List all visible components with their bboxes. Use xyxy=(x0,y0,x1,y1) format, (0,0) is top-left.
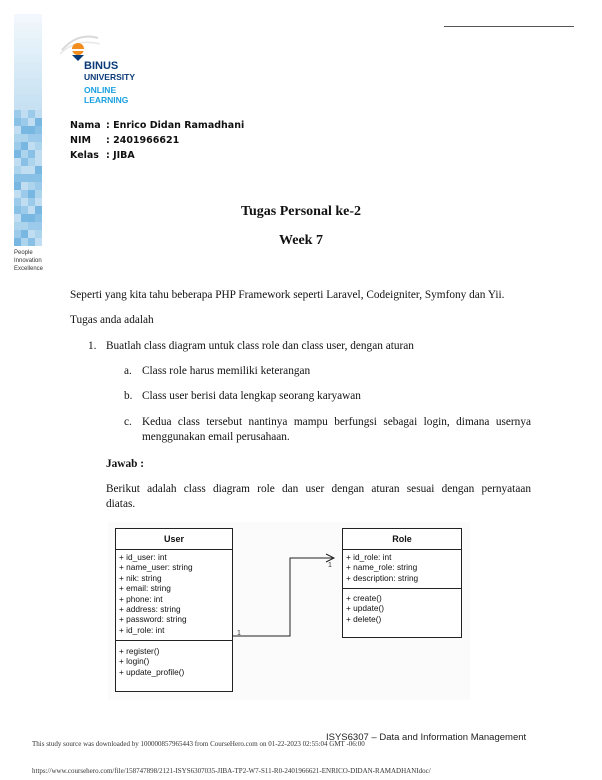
user-method: + update_profile() xyxy=(119,666,185,677)
strip-cell xyxy=(21,222,28,230)
binus-logo xyxy=(58,30,148,110)
class-user-name: User xyxy=(116,529,232,550)
strip-cell xyxy=(28,46,35,54)
rule-letter: a. xyxy=(124,365,132,377)
tagline-excellence: Excellence xyxy=(14,266,44,272)
strip-cell xyxy=(21,94,28,102)
user-attribute: + address: string xyxy=(119,604,181,615)
strip-cell xyxy=(14,182,21,190)
strip-cell xyxy=(14,174,21,182)
strip-cell xyxy=(14,86,21,94)
answer-label: Jawab : xyxy=(106,458,144,470)
strip-cell xyxy=(14,190,21,198)
strip-cell xyxy=(35,30,42,38)
strip-cell xyxy=(14,158,21,166)
strip-cell xyxy=(35,14,42,22)
task-number: 1. xyxy=(88,340,97,352)
info-label: Nama xyxy=(70,120,101,131)
strip-cell xyxy=(35,166,42,174)
source-url-link[interactable]: https://www.coursehero.com/file/158747898/2121-ISYS6307035-JIBA-TP2-W7-S11-R0-2401966621-ENRICO-DIDAN-RAMADHANIdoc/ xyxy=(32,767,431,775)
strip-cell xyxy=(21,158,28,166)
task-label: Tugas anda adalah xyxy=(70,314,154,326)
strip-cell xyxy=(21,14,28,22)
strip-cell xyxy=(28,30,35,38)
user-attribute: + password: string xyxy=(119,614,187,625)
rule-text-line1: Kedua class tersebut nantinya mampu berfungsi sebagai login, dimana usernya xyxy=(142,416,531,428)
role-method: + delete() xyxy=(346,613,382,624)
user-attribute: + email: string xyxy=(119,583,171,594)
strip-cell xyxy=(28,142,35,150)
class-role-attributes xyxy=(343,550,461,589)
strip-cell xyxy=(14,22,21,30)
strip-cell xyxy=(28,182,35,190)
tagline-innovation: Innovation xyxy=(14,258,42,264)
info-value: : JIBA xyxy=(106,150,135,161)
logo-university: UNIVERSITY xyxy=(84,72,136,82)
strip-cell xyxy=(28,174,35,182)
multiplicity-role: 1 xyxy=(328,562,332,569)
strip-cell xyxy=(35,86,42,94)
tagline-people: People xyxy=(14,250,33,256)
strip-cell xyxy=(35,78,42,86)
strip-cell xyxy=(35,134,42,142)
class-role-name: Role xyxy=(343,529,461,550)
user-attribute: + name_user: string xyxy=(119,562,193,573)
strip-cell xyxy=(35,182,42,190)
strip-cell xyxy=(35,190,42,198)
strip-cell xyxy=(28,166,35,174)
role-attribute: + name_role: string xyxy=(346,562,418,573)
strip-cell xyxy=(28,126,35,134)
strip-cell xyxy=(14,118,21,126)
strip-cell xyxy=(14,126,21,134)
strip-cell xyxy=(28,222,35,230)
strip-cell xyxy=(35,94,42,102)
strip-cell xyxy=(21,54,28,62)
strip-cell xyxy=(14,46,21,54)
strip-cell xyxy=(21,174,28,182)
class-role xyxy=(342,528,462,638)
strip-cell xyxy=(35,142,42,150)
strip-cell xyxy=(14,102,21,110)
rule-letter: c. xyxy=(124,416,132,428)
strip-cell xyxy=(28,54,35,62)
strip-cell xyxy=(14,14,21,22)
course-footer: ISYS6307 – Data and Information Management xyxy=(326,732,527,743)
logo-binus: BINUS xyxy=(84,60,119,72)
strip-cell xyxy=(21,142,28,150)
strip-cell xyxy=(21,150,28,158)
document-subtitle: Week 7 xyxy=(279,233,323,248)
strip-cell xyxy=(14,166,21,174)
multiplicity-user: 1 xyxy=(237,630,241,637)
strip-cell xyxy=(28,70,35,78)
strip-cell xyxy=(28,134,35,142)
strip-cell xyxy=(21,62,28,70)
strip-cell xyxy=(35,22,42,30)
strip-cell xyxy=(28,190,35,198)
user-attribute: + id_user: int xyxy=(119,552,167,562)
strip-cell xyxy=(35,150,42,158)
role-method: + create() xyxy=(346,593,382,603)
info-value: : Enrico Didan Ramadhani xyxy=(106,120,245,131)
strip-cell xyxy=(14,110,21,118)
strip-cell xyxy=(28,86,35,94)
strip-cell xyxy=(28,94,35,102)
strip-cell xyxy=(14,30,21,38)
strip-cell xyxy=(21,46,28,54)
strip-cell xyxy=(35,222,42,230)
binus-emblem-icon xyxy=(58,30,104,62)
strip-cell xyxy=(14,150,21,158)
class-user xyxy=(115,528,233,692)
strip-cell xyxy=(21,38,28,46)
strip-cell xyxy=(35,54,42,62)
strip-cell xyxy=(35,110,42,118)
strip-cell xyxy=(21,30,28,38)
info-label: NIM xyxy=(70,135,91,146)
class-user-methods xyxy=(116,641,232,691)
strip-cell xyxy=(14,222,21,230)
strip-cell xyxy=(35,62,42,70)
info-label: Kelas xyxy=(70,150,99,161)
strip-cell xyxy=(21,110,28,118)
class-diagram xyxy=(108,522,470,700)
strip-cell xyxy=(14,94,21,102)
strip-cell xyxy=(14,70,21,78)
info-value: : 2401966621 xyxy=(106,135,180,146)
strip-cell xyxy=(35,38,42,46)
logo-learning: LEARNING xyxy=(84,95,129,105)
strip-cell xyxy=(21,86,28,94)
strip-cell xyxy=(14,38,21,46)
strip-cell xyxy=(21,22,28,30)
document-title: Tugas Personal ke-2 xyxy=(240,204,362,219)
strip-cell xyxy=(35,70,42,78)
rule-text-line2: menggunakan email perusahaan. xyxy=(142,431,290,443)
strip-cell xyxy=(14,134,21,142)
intro-paragraph: Seperti yang kita tahu beberapa PHP Framework seperti Laravel, Codeigniter, Symfony dan Yii. xyxy=(70,289,505,301)
strip-cell xyxy=(28,38,35,46)
strip-cell xyxy=(28,158,35,166)
strip-cell xyxy=(21,70,28,78)
strip-cell xyxy=(35,174,42,182)
strip-cell xyxy=(21,134,28,142)
user-method: + register() xyxy=(119,646,160,656)
role-method: + update() xyxy=(346,603,385,614)
user-attribute: + id_role: int xyxy=(119,624,165,635)
role-attribute: + description: string xyxy=(346,572,419,583)
rule-text: Class user berisi data lengkap seorang karyawan xyxy=(142,390,361,402)
user-attribute: + phone: int xyxy=(119,593,163,604)
user-attribute: + nik: string xyxy=(119,572,162,583)
answer-line1: Berikut adalah class diagram role dan user dengan aturan sesuai dengan pernyataan xyxy=(106,483,531,495)
task-text: Buatlah class diagram untuk class role dan class user, dengan aturan xyxy=(106,340,414,352)
strip-cell xyxy=(35,46,42,54)
strip-cell xyxy=(14,78,21,86)
strip-cell xyxy=(28,110,35,118)
strip-cell xyxy=(21,190,28,198)
strip-cell xyxy=(35,126,42,134)
header-rule xyxy=(444,26,574,27)
strip-cell xyxy=(21,166,28,174)
download-notice: This study source was downloaded by 100000857965443 from CourseHero.com on 01-22-2023 02:55:04 GMT -06:00 xyxy=(32,740,365,748)
logo-online: ONLINE xyxy=(84,85,117,95)
role-attribute: + id_role: int xyxy=(346,552,392,562)
strip-cell xyxy=(28,102,35,110)
user-method: + login() xyxy=(119,656,150,667)
answer-line2: diatas. xyxy=(106,498,136,510)
strip-cell xyxy=(14,142,21,150)
strip-cell xyxy=(21,102,28,110)
strip-cell xyxy=(35,158,42,166)
class-user-attributes xyxy=(116,550,232,641)
strip-cell xyxy=(21,118,28,126)
strip-cell xyxy=(35,102,42,110)
strip-cell xyxy=(21,126,28,134)
strip-cell xyxy=(14,54,21,62)
strip-cell xyxy=(28,62,35,70)
rule-letter: b. xyxy=(124,390,133,402)
rule-text: Class role harus memiliki keterangan xyxy=(142,365,311,377)
strip-cell xyxy=(14,62,21,70)
strip-cell xyxy=(35,118,42,126)
strip-cell xyxy=(28,118,35,126)
tagline xyxy=(14,249,43,273)
strip-cell xyxy=(21,78,28,86)
strip-cell xyxy=(21,182,28,190)
strip-cell xyxy=(28,78,35,86)
class-role-methods xyxy=(343,589,461,637)
strip-cell xyxy=(28,150,35,158)
strip-cell xyxy=(28,22,35,30)
strip-cell xyxy=(28,14,35,22)
